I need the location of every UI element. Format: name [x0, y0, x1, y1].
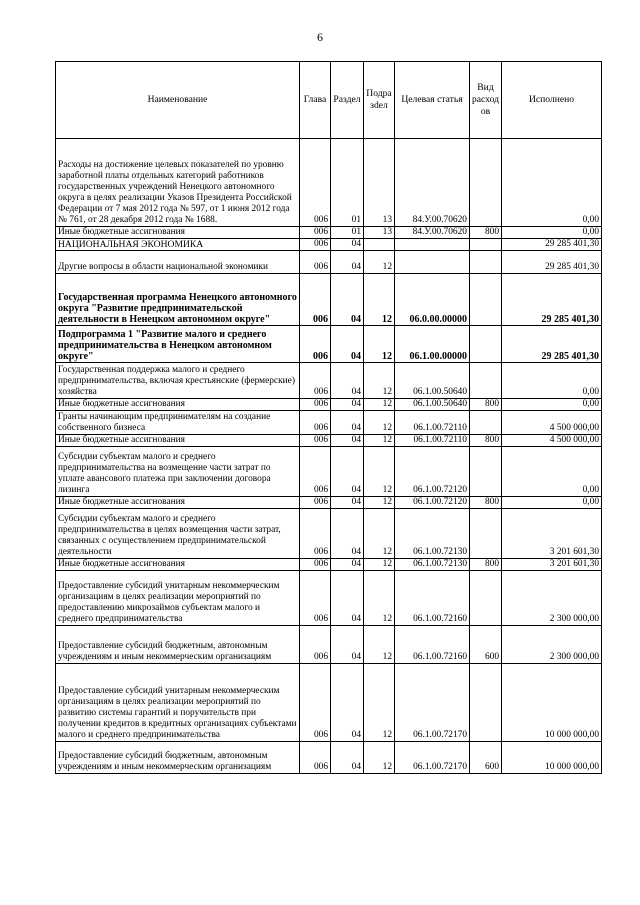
row-razdel: 04	[331, 664, 364, 742]
row-glava: 006	[300, 571, 331, 626]
row-glava: 006	[300, 274, 331, 326]
row-glava: 006	[300, 435, 331, 447]
table-row	[56, 559, 602, 571]
table-row	[56, 447, 602, 497]
row-razdel: 04	[331, 509, 364, 559]
row-razdel: 01	[331, 227, 364, 239]
row-ispolneno: 29 285 401,30	[502, 251, 602, 274]
table-row	[56, 139, 602, 227]
row-podrazdel: 12	[364, 411, 395, 435]
row-ispolneno: 0,00	[502, 447, 602, 497]
row-razdel: 04	[331, 239, 364, 251]
row-vid	[470, 251, 502, 274]
row-celevaya: 06.1.00.72160	[395, 571, 470, 626]
table-row	[56, 326, 602, 363]
row-celevaya	[395, 251, 470, 274]
row-name: Субсидии субъектам малого и среднего предпринимательства на возмещение части затрат по уплате авансового платежа при заключении договора лизинга	[56, 447, 300, 497]
row-celevaya: 06.1.00.72170	[395, 742, 470, 774]
row-name: Иные бюджетные ассигнования	[56, 497, 300, 509]
row-podrazdel: 12	[364, 251, 395, 274]
table-row	[56, 509, 602, 559]
row-vid	[470, 326, 502, 363]
row-vid: 800	[470, 227, 502, 239]
row-ispolneno: 4 500 000,00	[502, 411, 602, 435]
header-razdel: Раздел	[331, 62, 364, 139]
row-vid	[470, 571, 502, 626]
header-ispolneno: Исполнено	[502, 62, 602, 139]
row-razdel: 04	[331, 742, 364, 774]
row-name: Государственная программа Ненецкого автономного округа "Развитие предпринимательской деятельности в Ненецком автономном округе"	[56, 274, 300, 326]
row-glava: 006	[300, 626, 331, 664]
row-razdel: 04	[331, 411, 364, 435]
row-vid	[470, 239, 502, 251]
row-podrazdel: 13	[364, 139, 395, 227]
row-ispolneno: 4 500 000,00	[502, 435, 602, 447]
row-name: Гранты начинающим предпринимателям на создание собственного бизнеса	[56, 411, 300, 435]
row-celevaya: 06.1.00.50640	[395, 399, 470, 411]
row-podrazdel: 12	[364, 571, 395, 626]
row-glava: 006	[300, 411, 331, 435]
row-celevaya: 06.1.00.50640	[395, 363, 470, 399]
row-podrazdel: 12	[364, 447, 395, 497]
row-podrazdel: 12	[364, 559, 395, 571]
row-ispolneno: 0,00	[502, 139, 602, 227]
header-celevaya: Целевая статья	[395, 62, 470, 139]
row-podrazdel: 12	[364, 274, 395, 326]
row-celevaya: 06.1.00.72160	[395, 626, 470, 664]
header-name: Наименование	[56, 62, 300, 139]
table-row	[56, 411, 602, 435]
header-vid: Вид расход ов	[470, 62, 502, 139]
row-celevaya: 06.1.00.72120	[395, 497, 470, 509]
row-ispolneno: 10 000 000,00	[502, 664, 602, 742]
row-razdel: 04	[331, 251, 364, 274]
row-glava: 006	[300, 447, 331, 497]
row-ispolneno: 29 285 401,30	[502, 239, 602, 251]
header-podrazdel: Подра зdел	[364, 62, 395, 139]
row-glava: 006	[300, 399, 331, 411]
row-ispolneno: 0,00	[502, 399, 602, 411]
row-vid: 800	[470, 399, 502, 411]
row-vid	[470, 274, 502, 326]
row-name: Предоставление субсидий унитарным некоммерческим организациям в целях реализации мероприятий по развитию системы гарантий и поручительств при получении кредитов в кредитных организациях субъектами малого и среднего предпринимательства	[56, 664, 300, 742]
row-vid: 800	[470, 559, 502, 571]
row-glava: 006	[300, 664, 331, 742]
header-glava: Глава	[300, 62, 331, 139]
row-glava: 006	[300, 139, 331, 227]
row-celevaya: 06.1.00.72120	[395, 447, 470, 497]
row-ispolneno: 0,00	[502, 363, 602, 399]
table-row	[56, 742, 602, 774]
row-ispolneno: 3 201 601,30	[502, 559, 602, 571]
row-name: Другие вопросы в области национальной экономики	[56, 251, 300, 274]
row-name: Субсидии субъектам малого и среднего предпринимательства в целях возмещения части затрат, связанных с осуществлением предпринимательской деятельности	[56, 509, 300, 559]
row-razdel: 04	[331, 571, 364, 626]
row-celevaya: 06.0.00.00000	[395, 274, 470, 326]
row-celevaya: 06.1.00.72110	[395, 435, 470, 447]
table-row	[56, 497, 602, 509]
row-celevaya: 06.1.00.72130	[395, 559, 470, 571]
row-ispolneno: 2 300 000,00	[502, 626, 602, 664]
row-ispolneno: 3 201 601,30	[502, 509, 602, 559]
row-celevaya: 84.У.00.70620	[395, 139, 470, 227]
row-vid: 800	[470, 497, 502, 509]
row-ispolneno: 10 000 000,00	[502, 742, 602, 774]
row-razdel: 04	[331, 435, 364, 447]
row-ispolneno: 29 285 401,30	[502, 326, 602, 363]
row-vid	[470, 664, 502, 742]
row-podrazdel: 12	[364, 363, 395, 399]
row-name: Предоставление субсидий бюджетным, автономным учреждениям и иным некоммерческим организациям	[56, 742, 300, 774]
row-celevaya: 06.1.00.72170	[395, 664, 470, 742]
row-vid	[470, 363, 502, 399]
row-vid	[470, 447, 502, 497]
row-razdel: 04	[331, 497, 364, 509]
budget-execution-table	[55, 61, 602, 774]
row-celevaya: 06.1.00.72130	[395, 509, 470, 559]
row-podrazdel	[364, 239, 395, 251]
row-podrazdel: 13	[364, 227, 395, 239]
row-glava: 006	[300, 363, 331, 399]
row-podrazdel: 12	[364, 326, 395, 363]
row-vid: 600	[470, 742, 502, 774]
row-razdel: 04	[331, 326, 364, 363]
row-vid: 800	[470, 435, 502, 447]
row-razdel: 04	[331, 363, 364, 399]
row-glava: 006	[300, 227, 331, 239]
row-vid: 600	[470, 626, 502, 664]
row-name: Предоставление субсидий унитарным некоммерческим организациям в целях реализации мероприятий по предоставлению микрозаймов субъектам малого и среднего предпринимательства	[56, 571, 300, 626]
row-razdel: 01	[331, 139, 364, 227]
row-razdel: 04	[331, 399, 364, 411]
table-row	[56, 626, 602, 664]
row-podrazdel: 12	[364, 497, 395, 509]
row-name: Предоставление субсидий бюджетным, автономным учреждениям и иным некоммерческим организациям	[56, 626, 300, 664]
row-podrazdel: 12	[364, 399, 395, 411]
row-celevaya: 06.1.00.72110	[395, 411, 470, 435]
table-row	[56, 227, 602, 239]
row-glava: 006	[300, 239, 331, 251]
row-name: НАЦИОНАЛЬНАЯ ЭКОНОМИКА	[56, 239, 300, 251]
row-podrazdel: 12	[364, 742, 395, 774]
row-glava: 006	[300, 742, 331, 774]
header-row	[56, 62, 602, 139]
row-name: Иные бюджетные ассигнования	[56, 399, 300, 411]
row-ispolneno: 29 285 401,30	[502, 274, 602, 326]
row-name: Иные бюджетные ассигнования	[56, 227, 300, 239]
row-glava: 006	[300, 326, 331, 363]
table-row	[56, 435, 602, 447]
table-row	[56, 274, 602, 326]
table-row	[56, 571, 602, 626]
row-glava: 006	[300, 559, 331, 571]
row-razdel: 04	[331, 447, 364, 497]
row-podrazdel: 12	[364, 664, 395, 742]
table-row	[56, 363, 602, 399]
page-number: 6	[317, 30, 323, 44]
row-name: Иные бюджетные ассигнования	[56, 435, 300, 447]
table-row	[56, 399, 602, 411]
row-name: Расходы на достижение целевых показателей по уровню заработной платы отдельных категорий работников государственных учреждений Ненецкого автономного округа в целях реализации Указов Президента Российской Федерации от 7 мая 2012 года № 597, от 1 июня 2012 года № 761, от 28 декабря 2012 года № 1688.	[56, 139, 300, 227]
row-razdel: 04	[331, 559, 364, 571]
row-vid	[470, 139, 502, 227]
row-glava: 006	[300, 497, 331, 509]
row-name: Подпрограмма 1 "Развитие малого и среднего предпринимательства в Ненецком автономном округе"	[56, 326, 300, 363]
row-celevaya	[395, 239, 470, 251]
row-glava: 006	[300, 509, 331, 559]
row-ispolneno: 2 300 000,00	[502, 571, 602, 626]
table-row	[56, 251, 602, 274]
row-celevaya: 84.У.00.70620	[395, 227, 470, 239]
row-name: Государственная поддержка малого и среднего предпринимательства, включая крестьянские (фермерские) хозяйства	[56, 363, 300, 399]
row-vid	[470, 411, 502, 435]
row-glava: 006	[300, 251, 331, 274]
row-celevaya: 06.1.00.00000	[395, 326, 470, 363]
row-podrazdel: 12	[364, 626, 395, 664]
row-podrazdel: 12	[364, 435, 395, 447]
row-razdel: 04	[331, 274, 364, 326]
row-podrazdel: 12	[364, 509, 395, 559]
row-ispolneno: 0,00	[502, 227, 602, 239]
row-razdel: 04	[331, 626, 364, 664]
row-vid	[470, 509, 502, 559]
row-ispolneno: 0,00	[502, 497, 602, 509]
table-row	[56, 664, 602, 742]
table-row	[56, 239, 602, 251]
row-name: Иные бюджетные ассигнования	[56, 559, 300, 571]
